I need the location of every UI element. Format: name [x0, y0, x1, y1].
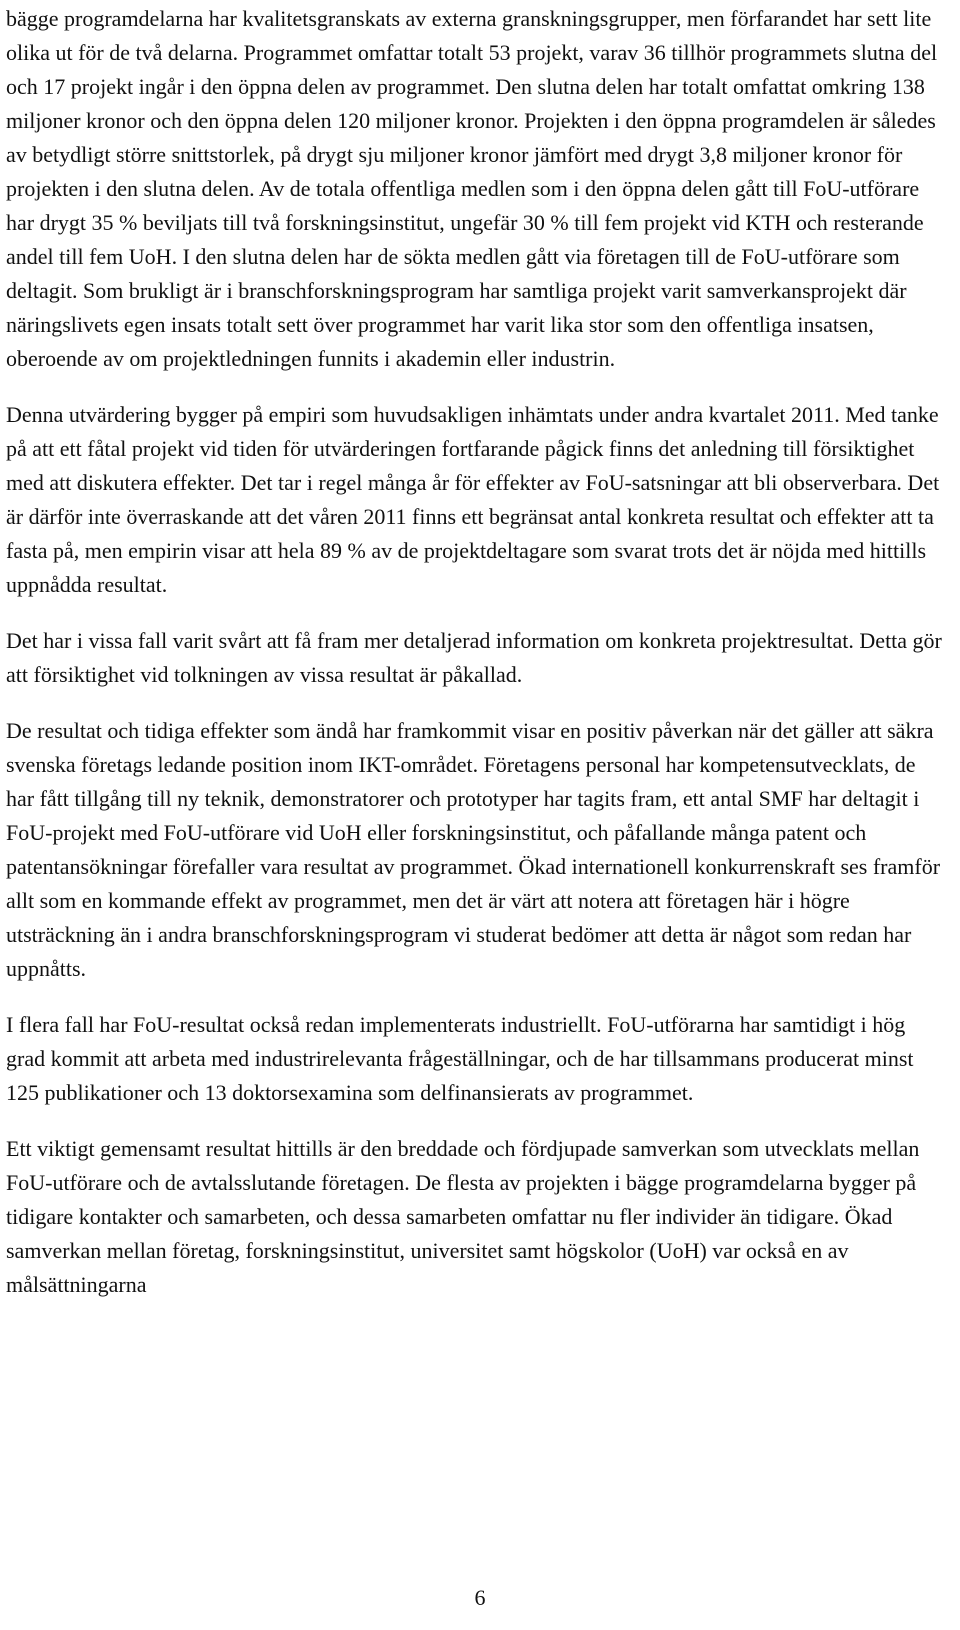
paragraph-results-effects: De resultat och tidiga effekter som ändå har framkommit visar en positiv påverkan när det gäller att säkra svenska företags ledande position inom IKT-området. Företagens personal har kompetensutvecklats, de har fått tillgång till ny teknik, demonstratorer och prototyper har tagits fram, ett antal SMF har deltagit i FoU-projekt med FoU-utförare vid UoH eller forskningsinstitut, och påfallande många patent och patentansökningar förefaller vara resultat av programmet. Ökad internationell konkurrenskraft ses framför allt som en kommande effekt av programmet, men det är värt att notera att företagen här i högre utsträckning än i andra branschforskningsprogram vi studerat bedömer att detta är något som redan har uppnåtts.: [6, 718, 941, 981]
document-body: [6, 2, 946, 1302]
paragraph-industrial-implementation: I flera fall har FoU-resultat också redan implementerats industriellt. FoU-utförarna har samtidigt i hög grad kommit att arbeta med industrirelevanta frågeställningar, och de har tillsammans producerat minst 125 publikationer och 13 doktorsexamina som delfinansierats av programmet.: [6, 1012, 914, 1105]
paragraph-collaboration: Ett viktigt gemensamt resultat hittills är den breddade och fördjupade samverkan som utvecklats mellan FoU-utförare och de avtalsslutande företagen. De flesta av projekten i bägge programdelarna bygger på tidigare kontakter och samarbeten, och dessa samarbeten omfattar nu fler individer än tidigare. Ökad samverkan mellan företag, forskningsinstitut, universitet samt högskolor (UoH) var också en av målsättningarna: [6, 1136, 920, 1297]
paragraph-program-overview: bägge programdelarna har kvalitetsgranskats av externa granskningsgrupper, men förfarandet har sett lite olika ut för de två delarna. Programmet omfattar totalt 53 projekt, varav 36 tillhör programmets slutna del och 17 projekt ingår i den öppna delen av programmet. Den slutna delen har totalt omfattat omkring 138 miljoner kronor och den öppna delen 120 miljoner kronor. Projekten i den öppna programdelen är således av betydligt större snittstorlek, på drygt sju miljoner kronor jämfört med drygt 3,8 miljoner kronor för projekten i den slutna delen. Av de totala offentliga medlen som i den öppna delen gått till FoU-utförare har drygt 35 % beviljats till två forskningsinstitut, ungefär 30 % till fem projekt vid KTH och resterande andel till fem UoH. I den slutna delen har de sökta medlen gått via företagen till de FoU-utförare som deltagit. Som brukligt är i branschforskningsprogram har samtliga projekt varit samverkansprojekt där näringslivets egen insats totalt sett över programmet har varit lika stor som den offentliga insatsen, oberoende av om projektledningen funnits i akademin eller industrin.: [6, 6, 938, 371]
page-number: 6: [474, 1585, 486, 1610]
paragraph-empirical-basis: Denna utvärdering bygger på empiri som huvudsakligen inhämtats under andra kvartalet 2011. Med tanke på att ett fåtal projekt vid tiden för utvärderingen fortfarande pågick finns det anledning till försiktighet med att diskutera effekter. Det tar i regel många år för effekter av FoU-satsningar att bli observerbara. Det är därför inte överraskande att det våren 2011 finns ett begränsat antal konkreta resultat och effekter att ta fasta på, men empirin visar att hela 89 % av de projektdeltagare som svarat trots det är nöjda med hittills uppnådda resultat.: [6, 402, 940, 597]
paragraph-information-limits: Det har i vissa fall varit svårt att få fram mer detaljerad information om konkreta projektresultat. Detta gör att försiktighet vid tolkningen av vissa resultat är påkallad.: [6, 628, 942, 687]
